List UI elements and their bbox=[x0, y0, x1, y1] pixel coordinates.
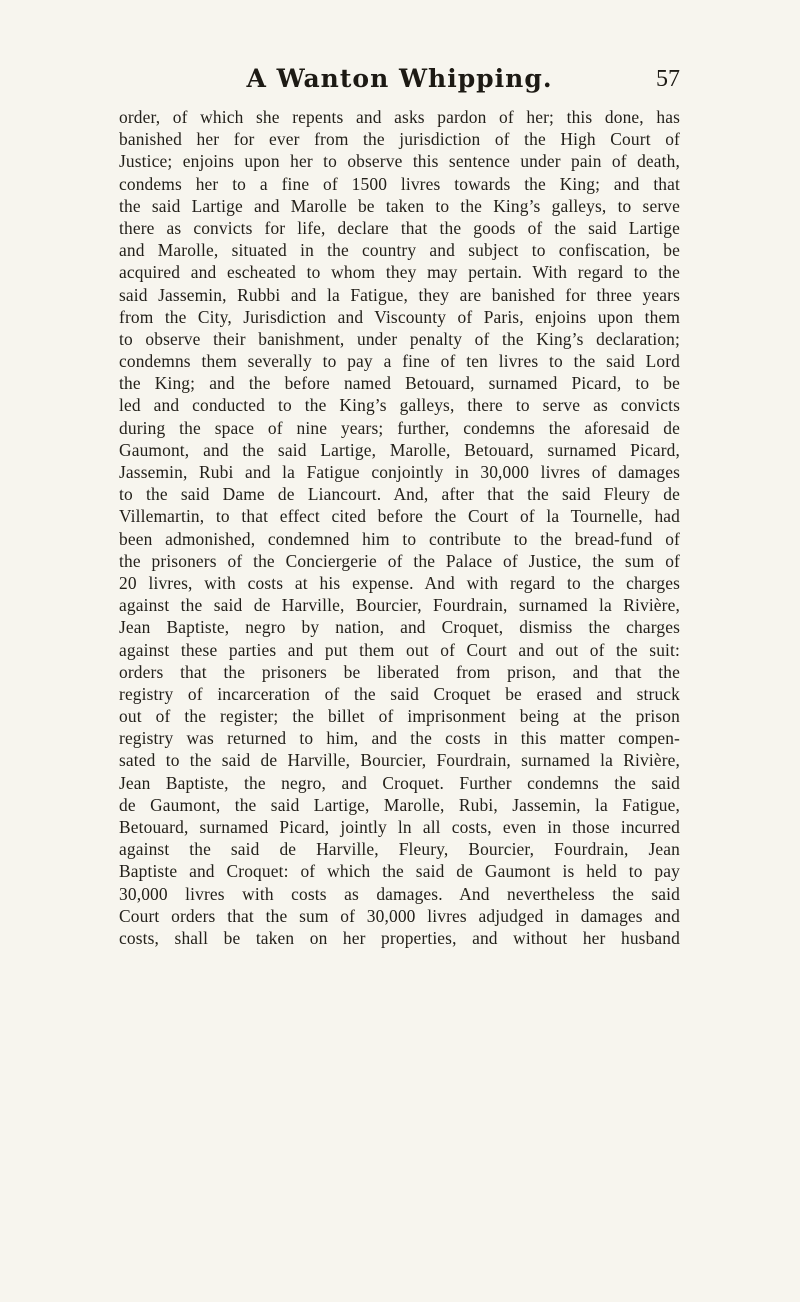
text-line: from the City, Jurisdiction and Viscounty of Paris, enjoins upon them bbox=[119, 306, 680, 327]
text-line: sated to the said de Harville, Bourcier, Fourdrain, surnamed la Rivière, bbox=[119, 750, 680, 771]
text-line: Jean Baptiste, negro by nation, and Croquet, dismiss the charges bbox=[119, 617, 680, 638]
text-line: to the said Dame de Liancourt. And, after that the said Fleury de bbox=[119, 484, 680, 505]
text-line: against the said de Harville, Bourcier, Fourdrain, surnamed la Rivière, bbox=[119, 595, 680, 616]
text-line: the said Lartige and Marolle be taken to the King’s galleys, to serve bbox=[119, 195, 680, 216]
text-line: Baptiste and Croquet: of which the said de Gaumont is held to pay bbox=[119, 861, 680, 882]
text-line: Court orders that the sum of 30,000 livres adjudged in damages and bbox=[119, 905, 680, 926]
page-number: 57 bbox=[656, 66, 680, 92]
text-line: led and conducted to the King’s galleys, there to serve as convicts bbox=[119, 395, 680, 416]
text-line: 30,000 livres with costs as damages. And nevertheless the said bbox=[119, 883, 680, 904]
text-line: registry was returned to him, and the costs in this matter compen- bbox=[119, 728, 680, 749]
text-line: orders that the prisoners be liberated from prison, and that the bbox=[119, 661, 680, 682]
running-title: A Wanton Whipping. bbox=[246, 64, 553, 93]
text-line: said Jassemin, Rubbi and la Fatigue, they are banished for three years bbox=[119, 284, 680, 305]
text-line: Gaumont, and the said Lartige, Marolle, Betouard, surnamed Picard, bbox=[119, 439, 680, 460]
text-line: out of the register; the billet of imprisonment being at the prison bbox=[119, 706, 680, 727]
text-line: 20 livres, with costs at his expense. And with regard to the charges bbox=[119, 572, 680, 593]
text-line: there as convicts for life, declare that the goods of the said Lartige bbox=[119, 217, 680, 238]
text-line: the prisoners of the Conciergerie of the Palace of Justice, the sum of bbox=[119, 550, 680, 571]
text-line: the King; and the before named Betouard, surnamed Picard, to be bbox=[119, 373, 680, 394]
text-line: Jean Baptiste, the negro, and Croquet. Further condemns the said bbox=[119, 772, 680, 793]
body-text bbox=[119, 106, 680, 949]
running-head bbox=[119, 64, 680, 104]
text-line: to observe their banishment, under penalty of the King’s declaration; bbox=[119, 328, 680, 349]
text-line: Justice; enjoins upon her to observe this sentence under pain of death, bbox=[119, 151, 680, 172]
text-line: against these parties and put them out of Court and out of the suit: bbox=[119, 639, 680, 660]
text-line: registry of incarceration of the said Croquet be erased and struck bbox=[119, 683, 680, 704]
text-line: condemns them severally to pay a fine of ten livres to the said Lord bbox=[119, 351, 680, 372]
text-line: against the said de Harville, Fleury, Bourcier, Fourdrain, Jean bbox=[119, 839, 680, 860]
text-line: costs, shall be taken on her properties, and without her husband bbox=[119, 927, 680, 948]
text-line: order, of which she repents and asks pardon of her; this done, has bbox=[119, 107, 680, 127]
text-line: and Marolle, situated in the country and subject to confiscation, be bbox=[119, 240, 680, 261]
text-line: banished her for ever from the jurisdiction of the High Court of bbox=[119, 129, 680, 150]
text-line: acquired and escheated to whom they may pertain. With regard to the bbox=[119, 262, 680, 283]
text-line: Jassemin, Rubi and la Fatigue conjointly in 30,000 livres of damages bbox=[119, 462, 680, 482]
text-line: Betouard, surnamed Picard, jointly ln all costs, even in those incurred bbox=[119, 817, 680, 837]
text-line: condems her to a fine of 1500 livres towards the King; and that bbox=[119, 173, 680, 194]
text-line: been admonished, condemned him to contribute to the bread-fund of bbox=[119, 528, 680, 549]
text-line: Villemartin, to that effect cited before the Court of la Tournelle, had bbox=[119, 506, 680, 527]
text-line: during the space of nine years; further, condemns the aforesaid de bbox=[119, 417, 680, 438]
text-line: de Gaumont, the said Lartige, Marolle, Rubi, Jassemin, la Fatigue, bbox=[119, 794, 680, 815]
